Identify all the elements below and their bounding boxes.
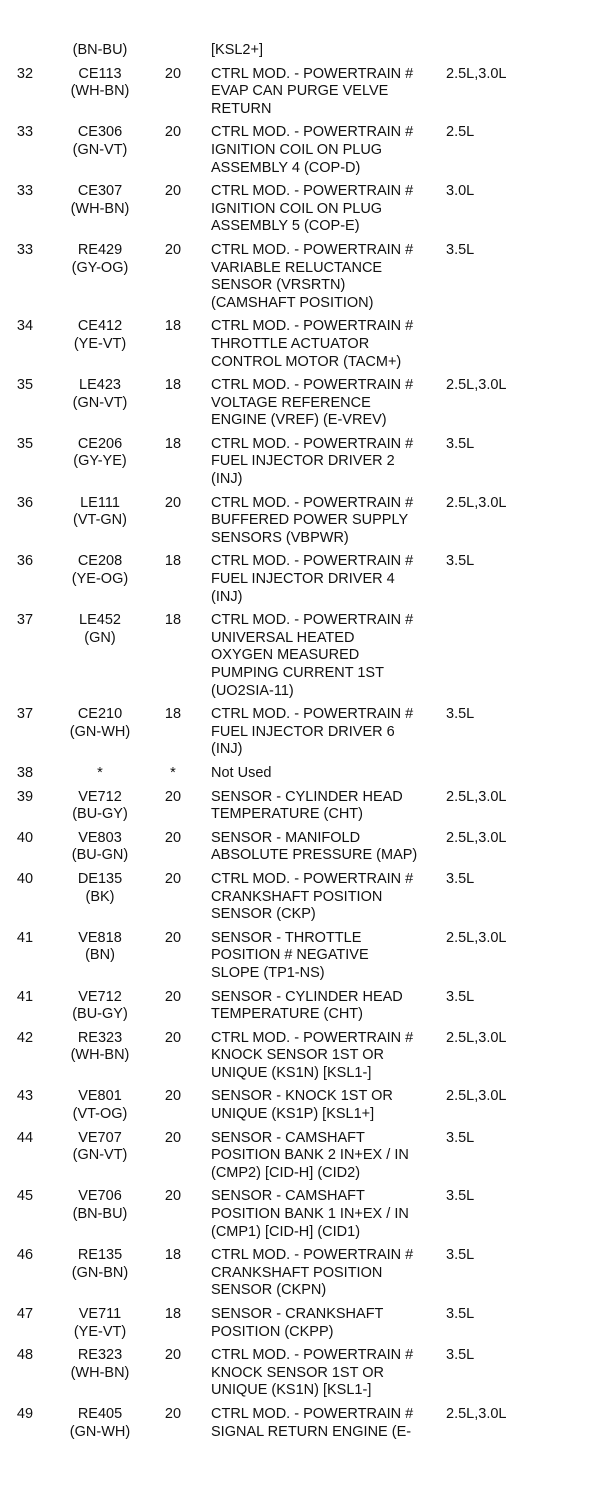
description-line: SENSOR (CKP) (211, 906, 316, 923)
circuit-cell (60, 1247, 140, 1282)
description-line: CTRL MOD. - POWERTRAIN # (211, 1405, 414, 1422)
description-line: [KSL2+] (211, 42, 263, 58)
description-line: Not Used (211, 764, 272, 781)
circuit-color: (GY-OG) (71, 259, 129, 276)
circuit-id: RE135 (77, 1247, 123, 1264)
engine-option: 3.5L (446, 1188, 475, 1205)
pin-number: 34 (16, 318, 34, 335)
circuit-color: (YE-VT) (73, 335, 127, 352)
description-line: CRANKSHAFT POSITION (211, 1264, 383, 1281)
pin-row-list (0, 66, 600, 1442)
table-row (0, 377, 600, 430)
wire-gauge: 18 (164, 435, 182, 452)
circuit-color: (BN) (85, 947, 115, 964)
circuit-color: (VT-OG) (72, 1106, 128, 1123)
wire-gauge: * (170, 764, 176, 781)
circuit-color: (BN-BU) (72, 42, 128, 58)
engine-option: 3.5L (446, 553, 475, 570)
circuit-cell (60, 1130, 140, 1165)
description-line: ASSEMBLY 5 (COP-E) (211, 218, 360, 235)
wire-gauge: 20 (164, 1029, 182, 1046)
description-line: POSITION BANK 2 IN+EX / IN (211, 1147, 409, 1164)
description-line: ABSOLUTE PRESSURE (MAP) (211, 847, 418, 864)
pin-number: 36 (16, 494, 34, 511)
table-row (0, 1030, 600, 1083)
circuit-cell (60, 183, 140, 218)
circuit-description (211, 495, 443, 548)
circuit-description (211, 789, 443, 824)
circuit-color: (BU-GY) (72, 806, 128, 823)
pin-number: 33 (16, 183, 34, 200)
circuit-cell (60, 1406, 140, 1441)
description-line: CTRL MOD. - POWERTRAIN # (211, 706, 414, 723)
circuit-description (211, 1030, 443, 1083)
table-row (0, 1247, 600, 1300)
wire-gauge: 18 (164, 318, 182, 335)
table-row (0, 242, 600, 312)
description-line: CTRL MOD. - POWERTRAIN # (211, 183, 414, 200)
pin-number: 46 (16, 1247, 34, 1264)
description-line: (INJ) (211, 471, 243, 488)
description-line: UNIVERSAL HEATED (211, 629, 355, 646)
circuit-color: (GN-VT) (72, 394, 128, 411)
table-row (0, 830, 600, 865)
description-line: SIGNAL RETURN ENGINE (E- (211, 1423, 412, 1440)
description-line: FUEL INJECTOR DRIVER 4 (211, 571, 395, 588)
circuit-color: (BU-GY) (72, 1006, 128, 1023)
circuit-cell (60, 1347, 140, 1382)
pin-number: 40 (16, 870, 34, 887)
description-line: CTRL MOD. - POWERTRAIN # (211, 1247, 414, 1264)
table-row (0, 1088, 600, 1123)
circuit-cell (60, 495, 140, 530)
circuit-description (211, 1088, 443, 1123)
pin-number: 43 (16, 1088, 34, 1105)
circuit-id: VE706 (78, 1188, 122, 1205)
circuit-description (211, 318, 443, 371)
circuit-id: DE135 (77, 870, 123, 887)
circuit-description (211, 183, 443, 236)
table-row (0, 989, 600, 1024)
circuit-cell (60, 1306, 140, 1341)
pin-number: 36 (16, 553, 34, 570)
table-row (0, 1406, 600, 1441)
pin-number: 37 (16, 706, 34, 723)
description-line: POSITION BANK 1 IN+EX / IN (211, 1206, 409, 1223)
description-line: UNIQUE (KS1N) [KSL1-] (211, 1064, 372, 1081)
wire-gauge: 20 (164, 929, 182, 946)
circuit-id: CE412 (77, 318, 123, 335)
pin-number: 38 (16, 764, 34, 781)
circuit-description (211, 612, 443, 700)
description-line: CTRL MOD. - POWERTRAIN # (211, 65, 414, 82)
description-line: SENSOR - CAMSHAFT (211, 1129, 365, 1146)
circuit-description (211, 1347, 443, 1400)
engine-option: 3.5L (446, 241, 475, 258)
circuit-description (211, 871, 443, 924)
table-row (0, 318, 600, 371)
circuit-id: VE712 (78, 988, 122, 1005)
circuit-description (211, 553, 443, 606)
circuit-color: (GN-BN) (71, 1264, 129, 1281)
circuit-description (211, 377, 443, 430)
table-row (0, 1188, 600, 1241)
description-line: CTRL MOD. - POWERTRAIN # (211, 241, 414, 258)
wire-gauge: 20 (164, 1188, 182, 1205)
engine-option: 2.5L,3.0L (446, 929, 507, 946)
table-row (0, 789, 600, 824)
description-line: CTRL MOD. - POWERTRAIN # (211, 124, 414, 141)
wire-gauge: 20 (164, 124, 182, 141)
circuit-color: (WH-BN) (70, 83, 130, 100)
table-row (0, 1347, 600, 1400)
circuit-cell (60, 66, 140, 101)
circuit-id: LE111 (80, 494, 120, 511)
engine-option: 3.5L (446, 988, 475, 1005)
engine-option: 2.5L,3.0L (446, 1088, 507, 1105)
engine-option: 3.5L (446, 1347, 475, 1364)
table-row (0, 183, 600, 236)
description-line: SENSOR - CYLINDER HEAD (211, 988, 403, 1005)
wire-gauge: 18 (164, 1306, 182, 1322)
description-line: CRANKSHAFT POSITION (211, 888, 383, 905)
pin-number: 33 (16, 124, 34, 141)
description-line: CTRL MOD. - POWERTRAIN # (211, 377, 414, 394)
circuit-color: (YE-OG) (71, 571, 129, 588)
pin-number: 41 (16, 929, 34, 946)
circuit-color: (WH-BN) (70, 200, 130, 217)
description-line: (CMP2) [CID-H] (CID2) (211, 1164, 361, 1181)
description-line: CTRL MOD. - POWERTRAIN # (211, 553, 414, 570)
engine-option: 2.5L,3.0L (446, 1029, 507, 1046)
circuit-color: (WH-BN) (70, 1047, 130, 1064)
description-line: OXYGEN MEASURED (211, 647, 360, 664)
circuit-description (211, 930, 443, 983)
circuit-cell (60, 930, 140, 965)
table-row (0, 495, 600, 548)
circuit-description (211, 436, 443, 489)
circuit-description (211, 1247, 443, 1300)
circuit-description (211, 66, 443, 119)
circuit-id: LE452 (79, 612, 121, 629)
engine-option: 3.5L (446, 1129, 475, 1146)
description-line: EVAP CAN PURGE VELVE (211, 83, 389, 100)
circuit-cell (60, 42, 140, 60)
circuit-cell (60, 989, 140, 1024)
pin-number: 41 (16, 988, 34, 1005)
wire-gauge: 20 (164, 494, 182, 511)
description-line: CTRL MOD. - POWERTRAIN # (211, 494, 414, 511)
circuit-id: VE801 (78, 1088, 122, 1105)
circuit-cell (60, 706, 140, 741)
circuit-description (211, 1188, 443, 1241)
circuit-description (211, 1306, 443, 1341)
circuit-color: (WH-BN) (70, 1364, 130, 1381)
circuit-color: (GN-WH) (69, 1423, 131, 1440)
circuit-description (211, 1406, 443, 1441)
wire-gauge: 20 (164, 870, 182, 887)
circuit-id: VE707 (78, 1129, 122, 1146)
circuit-cell (60, 830, 140, 865)
description-line: CONTROL MOTOR (TACM+) (211, 353, 402, 370)
circuit-id: CE306 (77, 124, 123, 141)
circuit-color: (GN) (84, 629, 116, 646)
circuit-color: (YE-VT) (73, 1323, 127, 1340)
description-line: CTRL MOD. - POWERTRAIN # (211, 435, 414, 452)
circuit-cell (60, 612, 140, 647)
pin-number: 37 (16, 612, 34, 629)
description-line: PUMPING CURRENT 1ST (211, 665, 384, 681)
wire-gauge: 20 (164, 183, 182, 200)
table-row (0, 1130, 600, 1183)
pin-number: 39 (16, 788, 34, 805)
engine-option: 3.5L (446, 706, 475, 723)
description-line: THROTTLE ACTUATOR (211, 335, 370, 352)
description-line: (CAMSHAFT POSITION) (211, 294, 374, 311)
pin-number: 48 (16, 1347, 34, 1364)
description-line: SENSOR (VRSRTN) (211, 277, 346, 294)
circuit-color: (BU-GN) (71, 847, 129, 864)
engine-option: 2.5L,3.0L (446, 1405, 507, 1422)
engine-option: 3.5L (446, 1247, 475, 1264)
circuit-description (211, 706, 443, 759)
wire-gauge: 18 (164, 553, 182, 570)
description-line: FUEL INJECTOR DRIVER 6 (211, 723, 395, 740)
circuit-id: CE210 (77, 706, 123, 723)
table-row (0, 930, 600, 983)
circuit-color: (BN-BU) (72, 1206, 128, 1223)
wire-gauge: 20 (164, 1129, 182, 1146)
table-row (0, 871, 600, 924)
description-line: SENSOR - CRANKSHAFT (211, 1306, 384, 1322)
pin-number: 49 (16, 1405, 34, 1422)
description-line: KNOCK SENSOR 1ST OR (211, 1047, 384, 1064)
description-line: ENGINE (VREF) (E-VREV) (211, 412, 387, 429)
description-line: UNIQUE (KS1N) [KSL1-] (211, 1382, 372, 1399)
circuit-id: * (97, 764, 103, 781)
description-line: CTRL MOD. - POWERTRAIN # (211, 318, 414, 335)
circuit-cell (60, 436, 140, 471)
engine-option: 3.5L (446, 870, 475, 887)
pin-number: 35 (16, 377, 34, 394)
circuit-id: RE323 (77, 1347, 123, 1364)
description-line: RETURN (211, 100, 272, 117)
description-line: SLOPE (TP1-NS) (211, 964, 325, 981)
description-line: SENSOR (CKPN) (211, 1282, 327, 1299)
circuit-id: CE307 (77, 183, 123, 200)
table-row (0, 436, 600, 489)
description-line: POSITION # NEGATIVE (211, 947, 369, 964)
circuit-cell (60, 553, 140, 588)
description-line: SENSOR - CYLINDER HEAD (211, 788, 403, 805)
description-line: TEMPERATURE (CHT) (211, 1006, 363, 1023)
circuit-id: RE323 (77, 1029, 123, 1046)
engine-option: 2.5L,3.0L (446, 494, 507, 511)
description-line: VOLTAGE REFERENCE (211, 394, 371, 411)
pin-number: 40 (16, 829, 34, 846)
description-line: VARIABLE RELUCTANCE (211, 259, 383, 276)
engine-option: 3.0L (446, 183, 475, 200)
table-row (0, 706, 600, 759)
circuit-cell (60, 871, 140, 906)
description-line: CTRL MOD. - POWERTRAIN # (211, 1029, 414, 1046)
pin-number: 35 (16, 435, 34, 452)
description-line: FUEL INJECTOR DRIVER 2 (211, 453, 395, 470)
circuit-cell (60, 124, 140, 159)
wire-gauge: 20 (164, 1088, 182, 1105)
pin-number: 45 (16, 1188, 34, 1205)
circuit-color: (GN-WH) (69, 723, 131, 740)
table-row (0, 1306, 600, 1341)
description-line: SENSOR - CAMSHAFT (211, 1188, 365, 1205)
description-line: KNOCK SENSOR 1ST OR (211, 1364, 384, 1381)
circuit-id: RE405 (77, 1405, 123, 1422)
description-line: UNIQUE (KS1P) [KSL1+] (211, 1106, 375, 1123)
pin-number: 42 (16, 1029, 34, 1046)
description-line: IGNITION COIL ON PLUG (211, 141, 383, 158)
circuit-cell (60, 1188, 140, 1223)
engine-option: 2.5L,3.0L (446, 377, 507, 394)
table-row (0, 612, 600, 700)
circuit-color: (GN-VT) (72, 141, 128, 158)
table-row (0, 66, 600, 119)
circuit-description (211, 242, 443, 312)
description-line: ASSEMBLY 4 (COP-D) (211, 159, 361, 176)
description-line: (INJ) (211, 588, 243, 605)
description-line: CTRL MOD. - POWERTRAIN # (211, 612, 414, 629)
circuit-id: CE206 (77, 435, 123, 452)
wire-gauge: 18 (164, 706, 182, 723)
description-line: TEMPERATURE (CHT) (211, 806, 363, 823)
description-line: IGNITION COIL ON PLUG (211, 200, 383, 217)
circuit-id: VE711 (78, 1306, 122, 1322)
engine-option: 2.5L (446, 124, 475, 141)
circuit-color: (VT-GN) (73, 512, 127, 529)
table-row (0, 553, 600, 606)
circuit-id: RE429 (77, 241, 123, 258)
description-line: SENSOR - THROTTLE (211, 929, 362, 946)
description-line: SENSOR - KNOCK 1ST OR (211, 1088, 393, 1105)
description-line: (CMP1) [CID-H] (CID1) (211, 1223, 361, 1240)
wire-gauge: 20 (164, 1405, 182, 1422)
circuit-description (211, 830, 443, 865)
description-line: SENSORS (VBPWR) (211, 529, 349, 546)
circuit-cell (60, 242, 140, 277)
circuit-id: LE423 (79, 377, 121, 394)
table-row (0, 124, 600, 177)
wire-gauge: 20 (164, 829, 182, 846)
pin-number: 32 (16, 65, 34, 82)
pin-number: 44 (16, 1129, 34, 1146)
continuation-row (0, 42, 600, 60)
circuit-cell (60, 789, 140, 824)
wire-gauge: 20 (164, 65, 182, 82)
description-line: POSITION (CKPP) (211, 1323, 334, 1340)
circuit-color: (BK) (85, 888, 115, 905)
circuit-cell (60, 765, 140, 783)
wire-gauge: 20 (164, 241, 182, 258)
wire-gauge: 20 (164, 788, 182, 805)
table-row (0, 765, 600, 783)
description-line: BUFFERED POWER SUPPLY (211, 512, 409, 529)
circuit-cell (60, 377, 140, 412)
circuit-color: (GY-YE) (73, 453, 127, 470)
circuit-color: (GN-VT) (72, 1147, 128, 1164)
wire-gauge: 18 (164, 612, 182, 629)
pin-number: 33 (16, 241, 34, 258)
circuit-cell (60, 318, 140, 353)
engine-option: 3.5L (446, 1306, 475, 1322)
engine-option: 2.5L,3.0L (446, 65, 507, 82)
circuit-cell (60, 1030, 140, 1065)
circuit-description (211, 765, 443, 783)
description-line: (INJ) (211, 741, 243, 758)
wire-gauge: 18 (164, 1247, 182, 1264)
wire-gauge: 20 (164, 988, 182, 1005)
circuit-cell (60, 1088, 140, 1123)
circuit-description (211, 1130, 443, 1183)
wire-gauge: 18 (164, 377, 182, 394)
engine-option: 2.5L,3.0L (446, 829, 507, 846)
description-line: CTRL MOD. - POWERTRAIN # (211, 870, 414, 887)
description-line: (UO2SIA-11) (211, 682, 294, 699)
wire-gauge: 20 (164, 1347, 182, 1364)
circuit-id: VE712 (78, 788, 122, 805)
circuit-description (211, 989, 443, 1024)
engine-option: 3.5L (446, 435, 475, 452)
circuit-description (211, 124, 443, 177)
description-line: SENSOR - MANIFOLD (211, 829, 361, 846)
circuit-id: CE208 (77, 553, 123, 570)
pin-number: 47 (16, 1306, 34, 1322)
circuit-id: VE803 (78, 829, 122, 846)
circuit-id: CE113 (78, 65, 122, 82)
circuit-id: VE818 (78, 929, 122, 946)
engine-option: 2.5L,3.0L (446, 788, 507, 805)
circuit-description (211, 42, 443, 60)
description-line: CTRL MOD. - POWERTRAIN # (211, 1347, 414, 1364)
